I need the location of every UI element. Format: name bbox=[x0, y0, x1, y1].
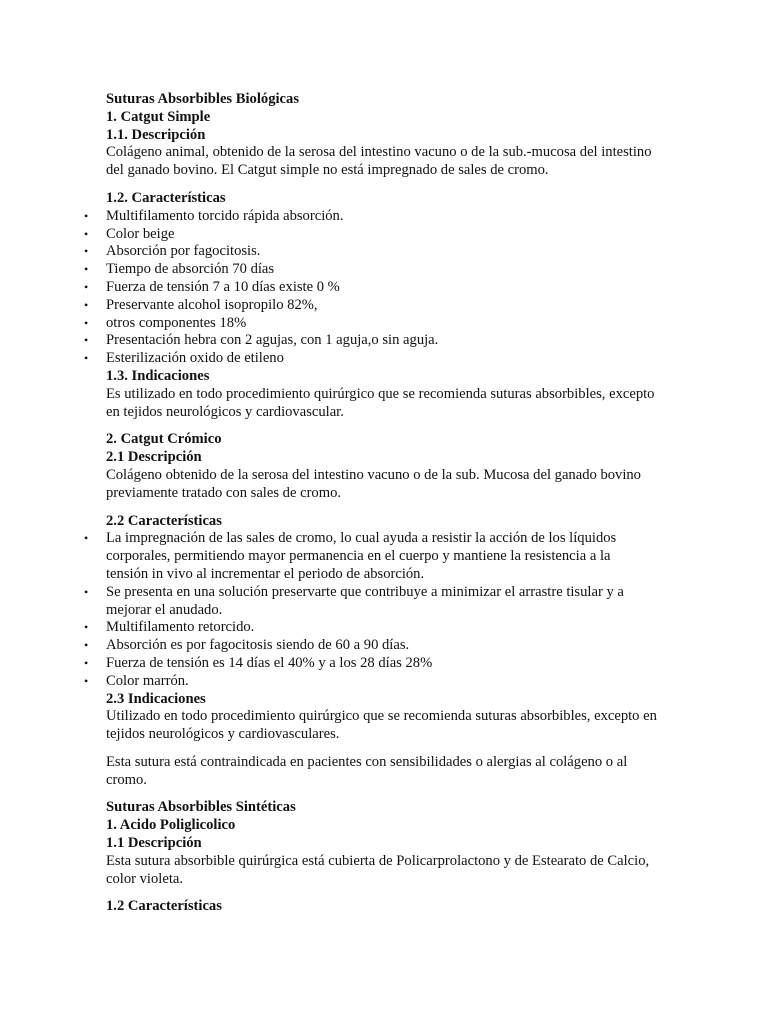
list-item: • Preservante alcohol isopropilo 82%, bbox=[84, 296, 318, 313]
section-2-2-list bbox=[0, 530, 768, 690]
list-item: • Fuerza de tensión es 14 días el 40% y a los 28 días 28% bbox=[84, 654, 433, 671]
bullet-icon: • bbox=[84, 638, 89, 653]
synthetic-title: Suturas Absorbibles Sintéticas bbox=[106, 799, 296, 816]
bullet-icon: • bbox=[84, 244, 89, 259]
list-item: • Fuerza de tensión 7 a 10 días existe 0 % bbox=[84, 278, 340, 295]
section-2-3-contraindication: Esta sutura está contraindicada en pacientes con sensibilidades o alergias al colágeno o al cromo. bbox=[106, 753, 628, 788]
bullet-icon: • bbox=[84, 279, 89, 294]
section-1-3-text: Es utilizado en todo procedimiento quirúrgico que se recomienda suturas absorbibles, excepto en tejidos neurológicos y cardiovascular. bbox=[106, 385, 655, 420]
bullet-icon: • bbox=[84, 226, 89, 241]
section-2-3-text: Utilizado en todo procedimiento quirúrgico que se recomienda suturas absorbibles, excepto en tejidos neurológicos y cardiovasculares. bbox=[106, 708, 657, 743]
bullet-icon: • bbox=[84, 351, 89, 366]
section-1-2-heading: 1.2. Características bbox=[106, 189, 226, 206]
list-item: • Tiempo de absorción 70 días bbox=[84, 261, 275, 278]
list-item: • Color beige bbox=[84, 225, 175, 242]
section-2-1-text: Colágeno obtenido de la serosa del intestino vacuno o de la sub. Mucosa del ganado bovino previamente tratado con sales de cromo. bbox=[106, 466, 641, 501]
synthetic-1-heading: 1. Acido Poliglicolico bbox=[106, 817, 236, 834]
section-2-3-heading: 2.3 Indicaciones bbox=[106, 690, 206, 707]
synthetic-1-2-heading: 1.2 Características bbox=[106, 898, 222, 915]
list-item: • Color marrón. bbox=[84, 672, 189, 689]
list-item: • Absorción por fagocitosis. bbox=[84, 243, 261, 260]
list-item: • La impregnación de las sales de cromo, lo cual ayuda a resistir la acción de los líquidos corporales, permitiendo mayor permanencia en el cuerpo y mantiene la resistencia a la tensión in vivo al incrementar el periodo de absorción. bbox=[84, 530, 617, 582]
section-1-1-heading: 1.1. Descripción bbox=[106, 126, 206, 143]
list-item: • Esterilización oxido de etileno bbox=[84, 350, 284, 367]
section-1-3-heading: 1.3. Indicaciones bbox=[106, 367, 210, 384]
list-item: • Absorción es por fagocitosis siendo de 60 a 90 días. bbox=[84, 637, 410, 654]
bullet-icon: • bbox=[84, 584, 89, 599]
list-item: • Multifilamento torcido rápida absorción. bbox=[84, 207, 344, 224]
bullet-icon: • bbox=[84, 297, 89, 312]
bullet-icon: • bbox=[84, 655, 89, 670]
section-1-1-text: Colágeno animal, obtenido de la serosa del intestino vacuno o de la sub.-mucosa del intestino del ganado bovino. El Catgut simple no está impregnado de sales de cromo. bbox=[106, 144, 652, 179]
section-1-2-list bbox=[0, 208, 768, 368]
bullet-icon: • bbox=[84, 315, 89, 330]
bullet-icon: • bbox=[84, 673, 89, 688]
document-page bbox=[0, 91, 768, 916]
bullet-icon: • bbox=[84, 208, 89, 223]
document-title: Suturas Absorbibles Biológicas bbox=[106, 91, 300, 107]
bullet-icon: • bbox=[84, 620, 89, 635]
section-1-heading: 1. Catgut Simple bbox=[106, 108, 211, 125]
list-item: • Presentación hebra con 2 agujas, con 1 aguja,o sin aguja. bbox=[84, 332, 439, 349]
section-2-heading: 2. Catgut Crómico bbox=[106, 431, 222, 448]
section-2-2-heading: 2.2 Características bbox=[106, 512, 222, 529]
list-item: • Multifilamento retorcido. bbox=[84, 619, 255, 636]
bullet-icon: • bbox=[84, 531, 89, 546]
section-2-1-heading: 2.1 Descripción bbox=[106, 449, 202, 466]
list-item: • otros componentes 18% bbox=[84, 314, 247, 331]
synthetic-1-1-text: Esta sutura absorbible quirúrgica está cubierta de Policarprolactono y de Estearato de Calcio, color violeta. bbox=[106, 852, 650, 887]
synthetic-1-1-heading: 1.1 Descripción bbox=[106, 835, 202, 852]
list-item: • Se presenta en una solución preservarte que contribuye a minimizar el arrastre tisular y a mejorar el anudado. bbox=[84, 583, 624, 618]
bullet-icon: • bbox=[84, 333, 89, 348]
bullet-icon: • bbox=[84, 262, 89, 277]
